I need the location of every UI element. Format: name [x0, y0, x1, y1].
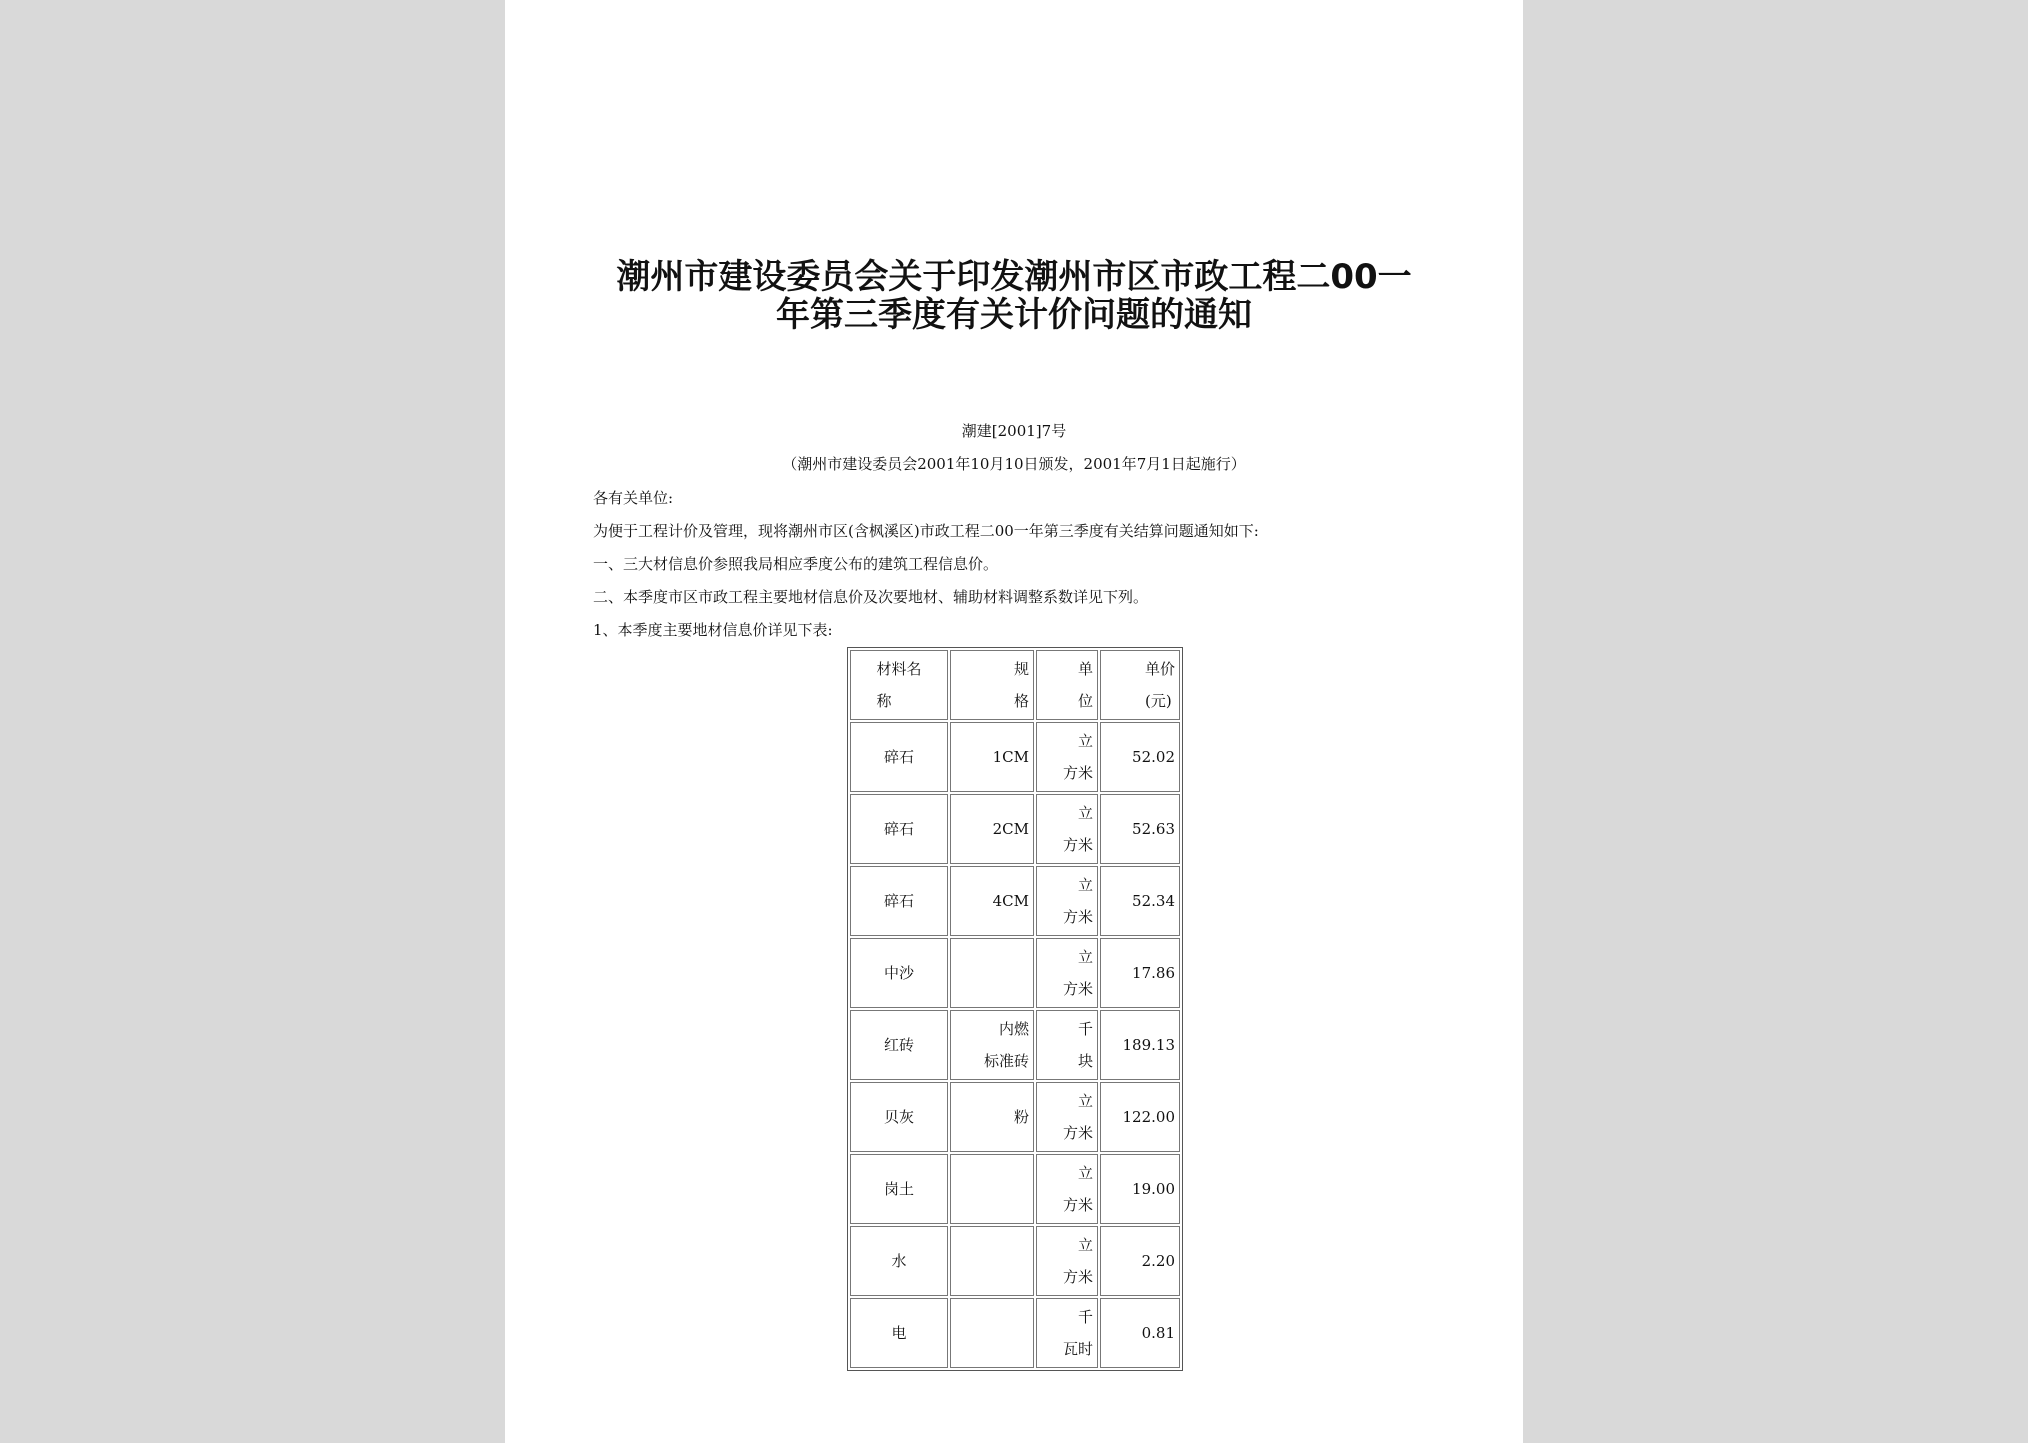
unit-cell [1036, 1082, 1098, 1152]
price-value: 52.63 [1132, 820, 1175, 838]
header-price-line2: (元) [1144, 692, 1172, 710]
material-name-cell [850, 1298, 948, 1368]
unit-line2: 方米 [1062, 1268, 1093, 1286]
spec-cell [950, 1010, 1034, 1080]
spec-cell [950, 1226, 1034, 1296]
unit-line1: 立 [1077, 948, 1093, 966]
unit-line2: 方米 [1062, 980, 1093, 998]
header-unit-line2: 位 [1077, 692, 1093, 710]
material-name-cell [850, 1082, 948, 1152]
price-cell [1100, 1298, 1180, 1368]
spec-line2: 标准砖 [983, 1052, 1029, 1070]
price-value: 2.20 [1141, 1252, 1175, 1270]
material-name: 红砖 [883, 1036, 914, 1054]
price-cell [1100, 794, 1180, 864]
spec-cell [950, 1082, 1034, 1152]
unit-line1: 立 [1077, 1236, 1093, 1254]
spec-cell [950, 938, 1034, 1008]
unit-cell [1036, 1298, 1098, 1368]
material-name-cell [850, 722, 948, 792]
title-line-1: 潮州市建设委员会关于印发潮州市区市政工程二00一 [616, 257, 1412, 297]
price-value: 17.86 [1132, 964, 1175, 982]
table-row [850, 1226, 1180, 1296]
material-name-cell [850, 794, 948, 864]
unit-line2: 块 [1077, 1052, 1093, 1070]
unit-cell [1036, 1154, 1098, 1224]
unit-line2: 方米 [1062, 1196, 1093, 1214]
material-name-cell [850, 866, 948, 936]
spec-line1: 1CM [992, 748, 1029, 766]
material-name: 贝灰 [883, 1108, 914, 1126]
spec-line1: 粉 [1013, 1108, 1029, 1126]
header-material-name-line1: 材料名 [876, 660, 922, 678]
header-spec-line2: 格 [1013, 692, 1029, 710]
unit-line1: 立 [1077, 876, 1093, 894]
unit-cell [1036, 794, 1098, 864]
spec-cell [950, 1154, 1034, 1224]
intro-paragraph: 为便于工程计价及管理，现将潮州市区(含枫溪区)市政工程二00一年第三季度有关结算问题通知如下: [593, 522, 1259, 540]
unit-line2: 方米 [1062, 908, 1093, 926]
table-row [850, 1082, 1180, 1152]
material-price-table [847, 647, 1183, 1371]
table-row [850, 1154, 1180, 1224]
header-unit-line1: 单 [1077, 660, 1093, 678]
unit-line1: 立 [1077, 732, 1093, 750]
unit-line2: 瓦时 [1062, 1340, 1093, 1358]
material-name-cell [850, 1226, 948, 1296]
table-row [850, 866, 1180, 936]
price-cell [1100, 722, 1180, 792]
salutation: 各有关单位: [593, 489, 674, 507]
spec-line1: 4CM [992, 892, 1029, 910]
price-cell [1100, 1226, 1180, 1296]
header-price-line1: 单价 [1144, 660, 1175, 678]
unit-line1: 千 [1077, 1020, 1093, 1038]
material-name: 碎石 [883, 892, 914, 910]
material-name: 碎石 [883, 748, 914, 766]
header-spec [950, 650, 1034, 720]
unit-cell [1036, 1010, 1098, 1080]
material-name: 中沙 [883, 964, 914, 982]
table-row [850, 1010, 1180, 1080]
spec-line1: 2CM [992, 820, 1029, 838]
table-row [850, 722, 1180, 792]
price-cell [1100, 938, 1180, 1008]
price-value: 19.00 [1132, 1180, 1175, 1198]
item-one-paragraph: 一、三大材信息价参照我局相应季度公布的建筑工程信息价。 [593, 555, 999, 573]
unit-cell [1036, 722, 1098, 792]
spec-cell [950, 794, 1034, 864]
table-row [850, 1298, 1180, 1368]
item-two-paragraph: 二、本季度市区市政工程主要地材信息价及次要地材、辅助材料调整系数详见下列。 [593, 588, 1149, 606]
table-row [850, 938, 1180, 1008]
unit-cell [1036, 866, 1098, 936]
unit-line2: 方米 [1062, 764, 1093, 782]
price-cell [1100, 1154, 1180, 1224]
price-cell [1100, 1082, 1180, 1152]
unit-line2: 方米 [1062, 836, 1093, 854]
table-header-row [850, 650, 1180, 720]
spec-cell [950, 1298, 1034, 1368]
material-name: 水 [891, 1252, 907, 1270]
header-material-name-line2: 称 [876, 692, 892, 710]
unit-line1: 立 [1077, 1164, 1093, 1182]
material-name-cell [850, 938, 948, 1008]
material-name: 碎石 [883, 820, 914, 838]
price-cell [1100, 866, 1180, 936]
price-value: 0.81 [1141, 1324, 1175, 1342]
spec-cell [950, 722, 1034, 792]
document-title [505, 258, 1523, 334]
sub-item-one-paragraph: 1、本季度主要地材信息价详见下表: [593, 621, 833, 639]
spec-line1: 内燃 [998, 1020, 1029, 1038]
header-price [1100, 650, 1180, 720]
price-cell [1100, 1010, 1180, 1080]
price-value: 52.34 [1132, 892, 1175, 910]
material-name: 岗土 [883, 1180, 914, 1198]
material-name-cell [850, 1154, 948, 1224]
issue-date-note: （潮州市建设委员会2001年10月10日颁发，2001年7月1日起施行） [782, 455, 1246, 473]
table-row [850, 794, 1180, 864]
material-name-cell [850, 1010, 948, 1080]
document-page [505, 0, 1523, 1443]
unit-line1: 千 [1077, 1308, 1093, 1326]
material-name: 电 [891, 1324, 907, 1342]
title-line-2: 年第三季度有关计价问题的通知 [776, 295, 1252, 335]
spec-cell [950, 866, 1034, 936]
price-value: 52.02 [1132, 748, 1175, 766]
header-unit [1036, 650, 1098, 720]
unit-cell [1036, 938, 1098, 1008]
price-value: 122.00 [1122, 1108, 1175, 1126]
unit-line1: 立 [1077, 804, 1093, 822]
unit-line1: 立 [1077, 1092, 1093, 1110]
header-material-name [850, 650, 948, 720]
unit-cell [1036, 1226, 1098, 1296]
price-value: 189.13 [1122, 1036, 1175, 1054]
header-spec-line1: 规 [1013, 660, 1029, 678]
unit-line2: 方米 [1062, 1124, 1093, 1142]
document-number: 潮建[2001]7号 [961, 422, 1067, 440]
